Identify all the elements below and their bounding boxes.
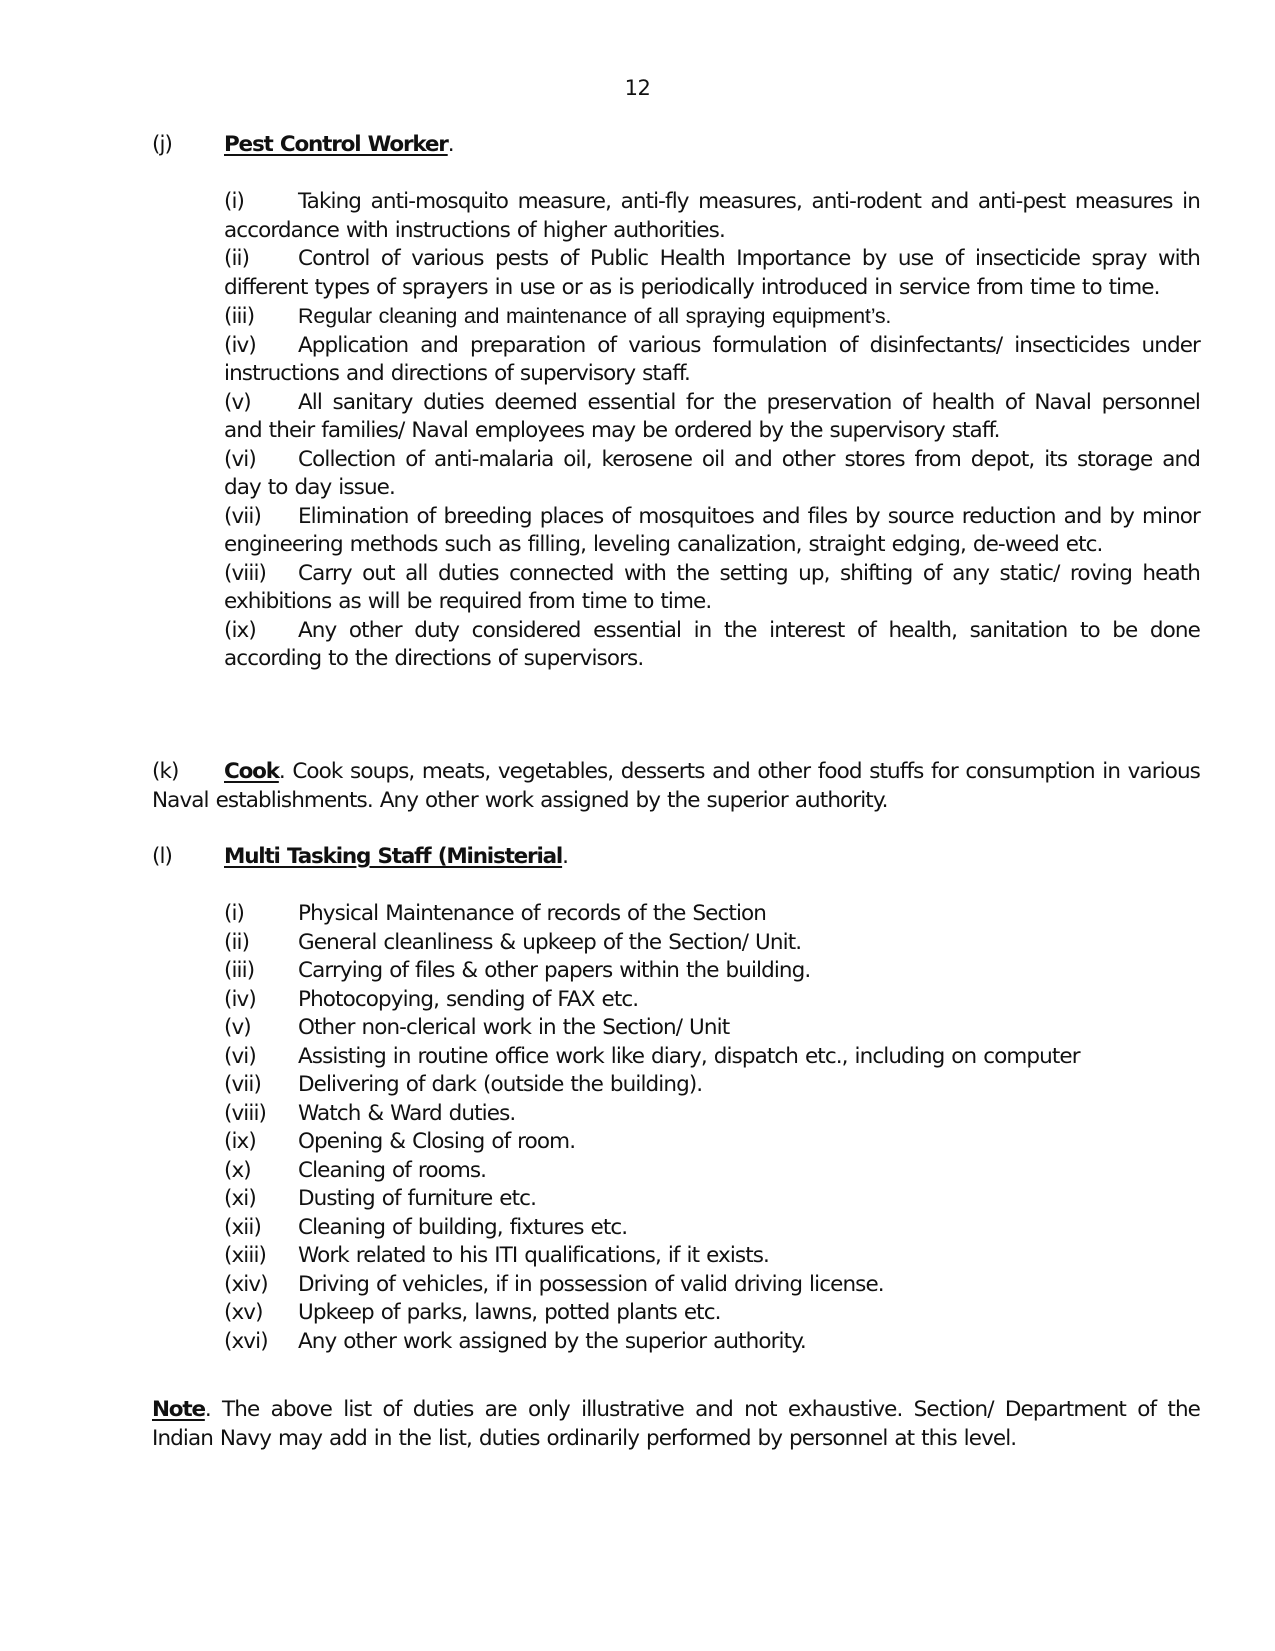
item-number: (viii) bbox=[224, 1100, 267, 1126]
item-text: Physical Maintenance of records of the Section bbox=[298, 901, 767, 926]
duty-item bbox=[224, 302, 1200, 332]
item-text: Work related to his ITI qualifications, if it exists. bbox=[298, 1243, 769, 1268]
duty-item bbox=[224, 560, 1200, 617]
duty-item bbox=[224, 929, 1200, 958]
item-number: (xii) bbox=[224, 1214, 261, 1240]
item-number: (v) bbox=[224, 1015, 251, 1040]
item-text: Cleaning of building, fixtures etc. bbox=[298, 1214, 628, 1240]
note-section bbox=[152, 1396, 1200, 1453]
item-number: (ix) bbox=[224, 1129, 256, 1154]
item-text: Taking anti-mosquito measure, anti-fly measures, anti-rodent and anti-pest measures in accordance with instructions of higher authorities. bbox=[224, 189, 1200, 243]
duty-item bbox=[224, 617, 1200, 674]
duty-item bbox=[224, 1328, 1200, 1357]
item-number: (viii) bbox=[224, 560, 267, 586]
section-label: (l) bbox=[152, 844, 173, 869]
item-text: Upkeep of parks, lawns, potted plants etc. bbox=[298, 1300, 721, 1325]
duty-item bbox=[224, 1100, 1200, 1129]
item-number: (xiv) bbox=[224, 1271, 268, 1297]
item-text: Carrying of files & other papers within the building. bbox=[298, 958, 811, 983]
item-text: Elimination of breeding places of mosquitoes and files by source reduction and by minor engineering methods such as filling, leveling canalization, straight edging, de-weed etc. bbox=[224, 503, 1200, 557]
section-label: (j) bbox=[152, 132, 173, 157]
item-number: (xiii) bbox=[224, 1243, 267, 1268]
item-text: General cleanliness & upkeep of the Section/ Unit. bbox=[298, 929, 802, 955]
duty-item bbox=[224, 332, 1200, 389]
item-number: (xvi) bbox=[224, 1328, 268, 1354]
section-title: Multi Tasking Staff (Ministerial bbox=[224, 844, 563, 869]
item-text: Photocopying, sending of FAX etc. bbox=[298, 986, 639, 1012]
item-number: (ii) bbox=[224, 246, 250, 271]
item-text: Dusting of furniture etc. bbox=[298, 1186, 537, 1211]
item-text: Driving of vehicles, if in possession of valid driving license. bbox=[298, 1271, 884, 1297]
section-label: (k) bbox=[152, 759, 179, 784]
duty-item bbox=[224, 1242, 1200, 1271]
item-text: Delivering of dark (outside the building). bbox=[298, 1072, 703, 1097]
section-k bbox=[152, 758, 1200, 815]
item-number: (iv) bbox=[224, 986, 256, 1012]
duty-item bbox=[224, 446, 1200, 503]
section-title: Pest Control Worker bbox=[224, 132, 448, 157]
item-number: (iv) bbox=[224, 332, 256, 358]
section-l-heading bbox=[152, 843, 568, 872]
duty-item bbox=[224, 986, 1200, 1015]
item-text: Cleaning of rooms. bbox=[298, 1157, 487, 1183]
item-number: (vii) bbox=[224, 1072, 261, 1097]
page-number: 12 bbox=[624, 76, 651, 100]
section-j-heading bbox=[152, 131, 454, 160]
item-number: (vi) bbox=[224, 446, 256, 472]
duty-item bbox=[224, 1271, 1200, 1300]
item-number: (x) bbox=[224, 1157, 251, 1183]
note-title: Note bbox=[152, 1397, 205, 1422]
cook-paragraph bbox=[152, 758, 1200, 815]
title-suffix: . bbox=[447, 132, 454, 157]
item-number: (iii) bbox=[224, 304, 255, 329]
note-text: . The above list of duties are only illustrative and not exhaustive. Section/ Department of the Indian Navy may add in the list, duties ordinarily performed by personnel at this level. bbox=[152, 1397, 1200, 1451]
item-text: Other non-clerical work in the Section/ Unit bbox=[298, 1015, 730, 1040]
item-number: (xi) bbox=[224, 1186, 256, 1211]
duty-item bbox=[224, 245, 1200, 302]
duty-item bbox=[224, 1128, 1200, 1157]
duty-item bbox=[224, 1157, 1200, 1186]
duty-item bbox=[224, 389, 1200, 446]
item-number: (ii) bbox=[224, 929, 250, 955]
duty-item bbox=[224, 1071, 1200, 1100]
item-number: (v) bbox=[224, 389, 251, 415]
section-text: . Cook soups, meats, vegetables, desserts and other food stuffs for consumption in various Naval establishments. Any other work assigned by the superior authority. bbox=[152, 759, 1200, 813]
title-suffix: . bbox=[562, 844, 569, 869]
duty-item bbox=[224, 900, 1200, 929]
item-number: (i) bbox=[224, 901, 245, 926]
item-number: (iii) bbox=[224, 958, 255, 983]
item-text: Any other work assigned by the superior authority. bbox=[298, 1328, 806, 1354]
item-text: Assisting in routine office work like diary, dispatch etc., including on computer bbox=[298, 1043, 1080, 1069]
duty-item bbox=[224, 503, 1200, 560]
duty-item bbox=[224, 957, 1200, 986]
duty-item bbox=[224, 1185, 1200, 1214]
item-number: (vii) bbox=[224, 503, 261, 529]
item-number: (xv) bbox=[224, 1300, 263, 1325]
item-number: (vi) bbox=[224, 1043, 256, 1069]
item-text: Any other duty considered essential in the interest of health, sanitation to be done according to the directions of supervisors. bbox=[224, 617, 1200, 671]
item-text: All sanitary duties deemed essential for the preservation of health of Naval personnel and their families/ Naval employees may be ordered by the supervisory staff. bbox=[224, 389, 1200, 443]
item-text: Regular cleaning and maintenance of all spraying equipment’s. bbox=[298, 304, 892, 328]
pest-control-duties bbox=[224, 188, 1200, 674]
item-number: (i) bbox=[224, 189, 245, 214]
item-text: Opening & Closing of room. bbox=[298, 1129, 576, 1154]
duty-item bbox=[224, 1299, 1200, 1328]
item-text: Carry out all duties connected with the setting up, shifting of any static/ roving heath exhibitions as will be required from time to time. bbox=[224, 560, 1200, 614]
duty-item bbox=[224, 1014, 1200, 1043]
note-paragraph bbox=[152, 1396, 1200, 1453]
item-text: Application and preparation of various formulation of disinfectants/ insecticides under instructions and directions of supervisory staff. bbox=[224, 332, 1200, 386]
duty-item bbox=[224, 1214, 1200, 1243]
item-text: Control of various pests of Public Health Importance by use of insecticide spray with different types of sprayers in use or as is periodically introduced in service from time to time. bbox=[224, 246, 1200, 300]
duty-item bbox=[224, 188, 1200, 245]
mts-duties bbox=[224, 900, 1200, 1356]
item-text: Collection of anti-malaria oil, kerosene oil and other stores from depot, its storage and day to day issue. bbox=[224, 446, 1200, 500]
section-title: Cook bbox=[224, 759, 279, 784]
item-text: Watch & Ward duties. bbox=[298, 1100, 516, 1126]
item-number: (ix) bbox=[224, 617, 256, 643]
duty-item bbox=[224, 1043, 1200, 1072]
